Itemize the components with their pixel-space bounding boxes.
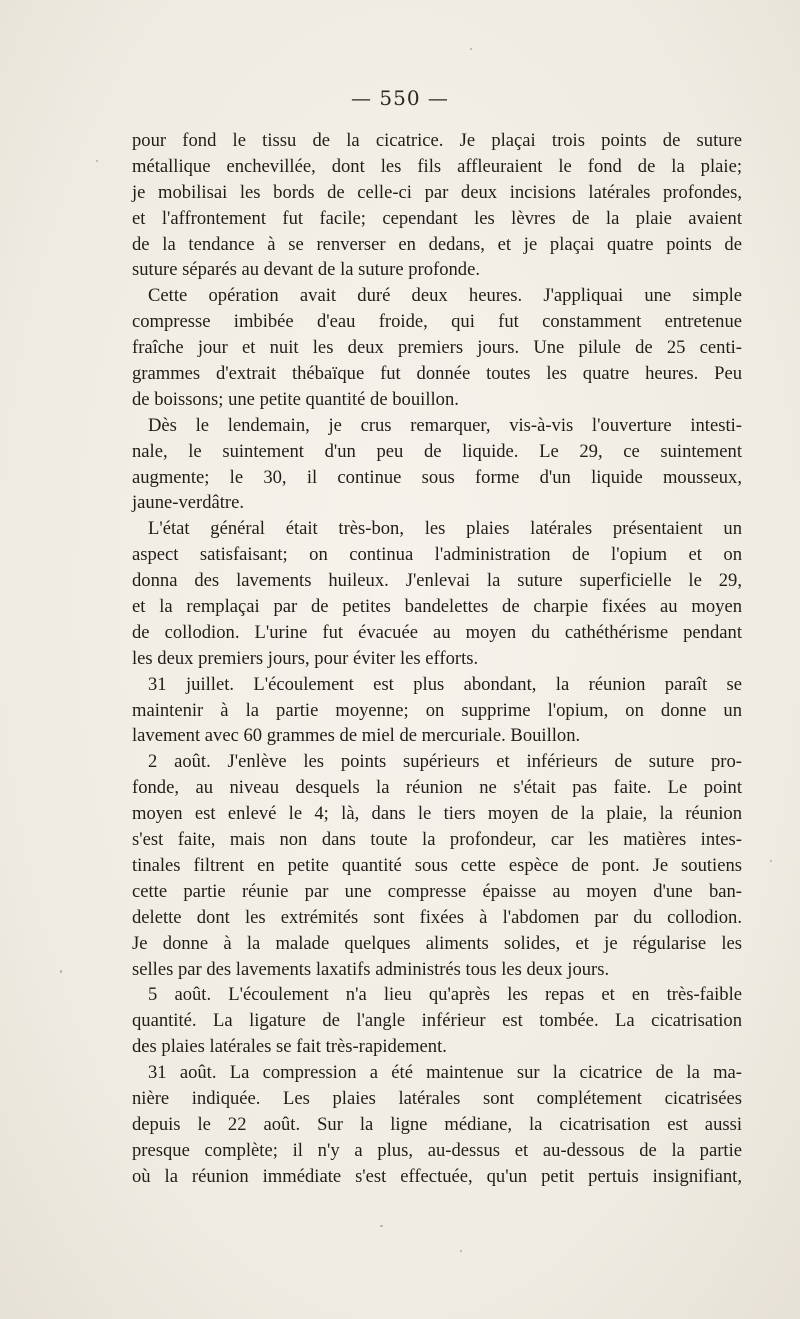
text-line: fonde, au niveau desquels la réunion ne s'était pas faite. Le point	[132, 777, 742, 799]
text-line: compresse imbibée d'eau froide, qui fut constamment entretenue	[132, 311, 742, 333]
text-line: 31 juillet. L'écoulement est plus abondant, la réunion paraît se	[148, 673, 742, 695]
text-line: de boissons; une petite quantité de bouillon.	[132, 388, 459, 410]
text-line: s'est faite, mais non dans toute la profondeur, car les matières intes-	[132, 829, 742, 851]
text-line: 2 août. J'enlève les points supérieurs et inférieurs de suture pro-	[148, 751, 742, 773]
text-line: et l'affrontement fut facile; cependant les lèvres de la plaie avaient	[132, 207, 742, 229]
paper-speck	[470, 48, 472, 50]
text-line: delette dont les extrémités sont fixées à l'abdomen par du collodion.	[132, 906, 742, 928]
text-line: donna des lavements huileux. J'enlevai la suture superficielle le 29,	[132, 570, 742, 592]
page-number: — 550 —	[351, 86, 449, 110]
text-line: aspect satisfaisant; on continua l'administration de l'opium et on	[132, 544, 742, 566]
text-line: tinales filtrent en petite quantité sous cette espèce de pont. Je soutiens	[132, 854, 742, 876]
text-line: suture séparés au devant de la suture profonde.	[132, 259, 480, 281]
text-line: 5 août. L'écoulement n'a lieu qu'après les repas et en très-faible	[148, 984, 742, 1006]
paper-speck	[60, 970, 62, 973]
paper-speck	[770, 860, 772, 862]
text-line: depuis le 22 août. Sur la ligne médiane, la cicatrisation est aussi	[132, 1113, 742, 1135]
text-line: nière indiquée. Les plaies latérales sont complétement cicatrisées	[132, 1087, 742, 1109]
text-line: 31 août. La compression a été maintenue sur la cicatrice de la ma-	[148, 1062, 742, 1084]
text-line: fraîche jour et nuit les deux premiers jours. Une pilule de 25 centi-	[132, 337, 742, 359]
text-line: jaune-verdâtre.	[132, 492, 245, 514]
text-line: où la réunion immédiate s'est effectuée, qu'un petit pertuis insignifiant,	[132, 1165, 742, 1187]
text-line: et la remplaçai par de petites bandelettes de charpie fixées au moyen	[132, 596, 742, 618]
text-line: L'état général était très-bon, les plaies latérales présentaient un	[148, 518, 742, 540]
text-line: quantité. La ligature de l'angle inférieur est tombée. La cicatrisation	[132, 1010, 742, 1032]
paper-speck	[460, 1250, 462, 1252]
text-line: les deux premiers jours, pour éviter les efforts.	[132, 647, 479, 669]
text-line: maintenir à la partie moyenne; on supprime l'opium, on donne un	[132, 699, 742, 721]
text-line: pour fond le tissu de la cicatrice. Je plaçai trois points de suture	[132, 130, 742, 151]
text-line: métallique enchevillée, dont les fils affleuraient le fond de la plaie;	[132, 155, 742, 177]
text-line: des plaies latérales se fait très-rapidement.	[132, 1036, 447, 1058]
text-line: selles par des lavements laxatifs administrés tous les deux jours.	[132, 958, 610, 980]
text-line: de la tendance à se renverser en dedans, et je plaçai quatre points de	[132, 233, 742, 255]
text-line: lavement avec 60 grammes de miel de mercuriale. Bouillon.	[132, 725, 581, 747]
text-line: nale, le suintement d'un peu de liquide. Le 29, ce suintement	[132, 440, 742, 462]
text-line: je mobilisai les bords de celle-ci par deux incisions latérales profondes,	[132, 181, 742, 203]
paper-speck	[380, 1225, 383, 1227]
body-text	[132, 128, 742, 1190]
text-line: Cette opération avait duré deux heures. J'appliquai une simple	[148, 285, 742, 307]
text-line: augmente; le 30, il continue sous forme d'un liquide mousseux,	[132, 466, 742, 488]
text-line: de collodion. L'urine fut évacuée au moyen du cathéthérisme pendant	[132, 621, 742, 643]
text-line: moyen est enlevé le 4; là, dans le tiers moyen de la plaie, la réunion	[132, 803, 742, 825]
text-line: cette partie réunie par une compresse épaisse au moyen d'une ban-	[132, 880, 742, 902]
text-line: Dès le lendemain, je crus remarquer, vis-à-vis l'ouverture intesti-	[148, 414, 742, 436]
text-line: grammes d'extrait thébaïque fut donnée toutes les quatre heures. Peu	[132, 363, 742, 385]
paper-speck	[96, 160, 98, 162]
text-line: Je donne à la malade quelques aliments solides, et je régularise les	[132, 932, 742, 954]
text-line: presque complète; il n'y a plus, au-dessus et au-dessous de la partie	[132, 1139, 742, 1161]
